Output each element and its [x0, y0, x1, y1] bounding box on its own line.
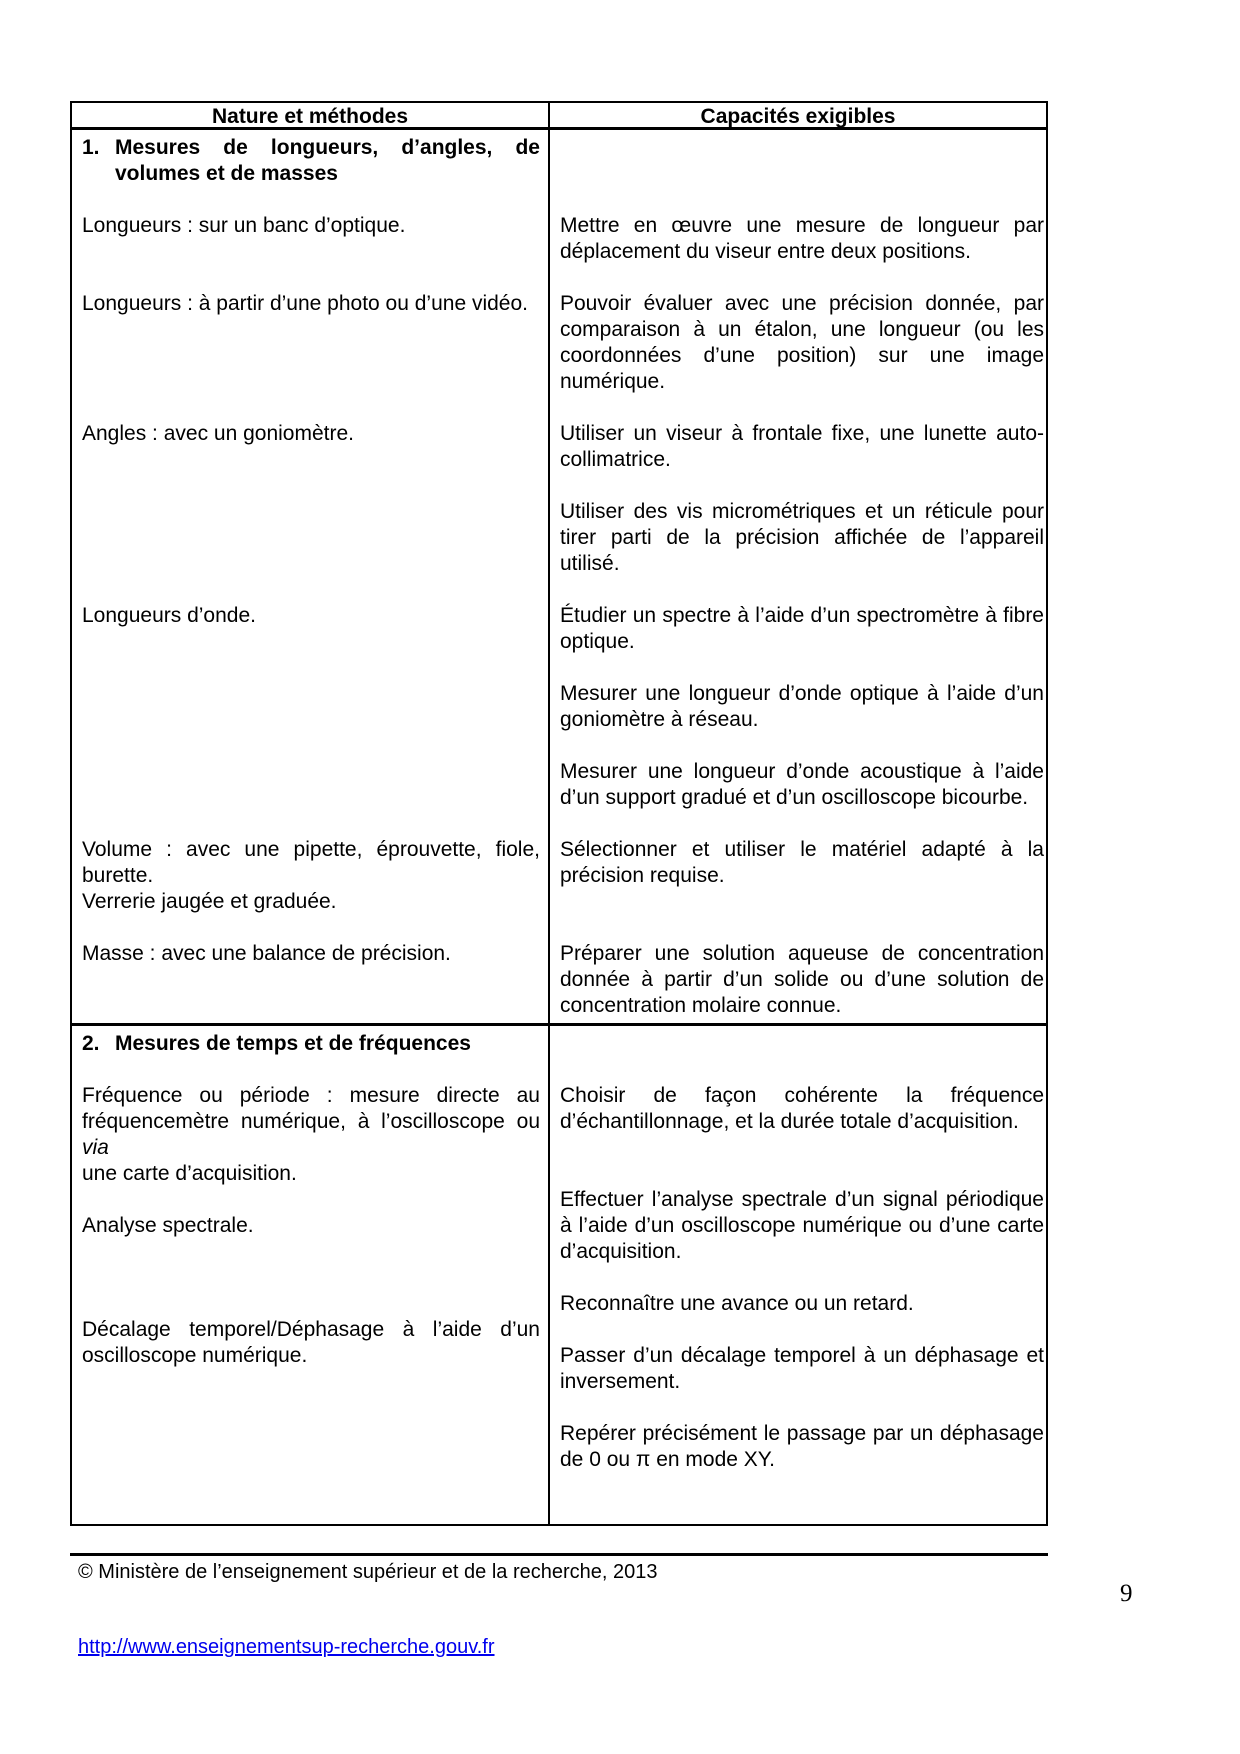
- paragraph-frequence-periode: Fréquence ou période : mesure directe au fréquencemètre numérique, à l’oscilloscope ou via une carte d’acquisition.: [82, 1084, 540, 1185]
- paragraph-pouvoir-evaluer: Pouvoir évaluer avec une précision donnée, par comparaison à un étalon, une longueur (ou les coordonnées d’une position) sur une image numérique.: [560, 292, 1044, 393]
- line-with-italic-via: fréquencemètre numérique, à l’oscilloscope ou via: [82, 1110, 540, 1159]
- paragraph-mettre-en-oeuvre: Mettre en œuvre une mesure de longueur par déplacement du viseur entre deux positions.: [560, 214, 1044, 263]
- table-row-section-1: [72, 130, 1046, 1026]
- section1-right-cell: [550, 130, 1046, 1023]
- paragraph-longueurs-photo-video: Longueurs : à partir d’une photo ou d’une vidéo.: [82, 292, 528, 315]
- paragraph-decalage-temporel: Décalage temporel/Déphasage à l’aide d’un oscilloscope numérique.: [82, 1318, 540, 1367]
- paragraph-choisir-frequence: Choisir de façon cohérente la fréquence d’échantillonnage, et la durée totale d’acquisition.: [560, 1084, 1044, 1133]
- paragraph-effectuer-analyse: Effectuer l’analyse spectrale d’un signal périodique à l’aide d’un oscilloscope numérique ou d’une carte d’acquisition.: [560, 1188, 1044, 1263]
- section1-left-cell: [72, 130, 550, 1023]
- paragraph-volume-verrerie: Volume : avec une pipette, éprouvette, fiole, burette. Verrerie jaugée et graduée.: [82, 838, 540, 913]
- section2-number: 2.: [82, 1032, 100, 1055]
- italic-via: via: [82, 1136, 109, 1159]
- paragraph-etudier-spectre: Étudier un spectre à l’aide d’un spectromètre à fibre optique.: [560, 604, 1044, 653]
- paragraph-mesurer-onde-acoustique: Mesurer une longueur d’onde acoustique à l’aide d’un support gradué et d’un oscilloscope bicourbe.: [560, 760, 1044, 809]
- section1-heading: 1. Mesures de longueurs, d’angles, de volumes et de masses: [82, 136, 540, 185]
- footer-copyright: © Ministère de l’enseignement supérieur et de la recherche, 2013: [78, 1561, 658, 1583]
- column-header-capacites-exigibles: Capacités exigibles: [700, 105, 896, 127]
- footer-link[interactable]: http://www.enseignementsup-recherche.gouv.fr: [78, 1636, 495, 1658]
- paragraph-utiliser-viseur: Utiliser un viseur à frontale fixe, une lunette auto- collimatrice.: [560, 422, 1044, 471]
- paragraph-longueurs-onde: Longueurs d’onde.: [82, 604, 256, 627]
- table-header-cell-capacites: [550, 103, 1046, 127]
- paragraph-longueurs-banc-optique: Longueurs : sur un banc d’optique.: [82, 214, 406, 237]
- table-header-row: [72, 103, 1046, 130]
- paragraph-selectionner-materiel: Sélectionner et utiliser le matériel adapté à la précision requise.: [560, 838, 1044, 887]
- table-row-section-2: [72, 1026, 1046, 1524]
- paragraph-mesurer-onde-optique: Mesurer une longueur d’onde optique à l’aide d’un goniomètre à réseau.: [560, 682, 1044, 731]
- paragraph-passer-decalage: Passer d’un décalage temporel à un déphasage et inversement.: [560, 1344, 1044, 1393]
- section2-left-cell: [72, 1026, 550, 1524]
- paragraph-masse-balance: Masse : avec une balance de précision.: [82, 942, 451, 965]
- footer-divider: [70, 1553, 1048, 1556]
- section1-number: 1.: [82, 136, 100, 159]
- paragraph-reconnaitre-avance: Reconnaître une avance ou un retard.: [560, 1292, 914, 1315]
- page-number: 9: [1120, 1580, 1133, 1607]
- paragraph-utiliser-vis-micrometriques: Utiliser des vis micrométriques et un réticule pour tirer parti de la précision affichée de l’appareil utilisé.: [560, 500, 1044, 575]
- column-header-nature-et-methodes: Nature et méthodes: [211, 105, 409, 127]
- section2-right-cell: [550, 1026, 1046, 1524]
- paragraph-angles-goniometre: Angles : avec un goniomètre.: [82, 422, 354, 445]
- program-table: [70, 101, 1048, 1526]
- paragraph-reperer-passage: Repérer précisément le passage par un déphasage de 0 ou π en mode XY.: [560, 1422, 1044, 1471]
- section2-heading: 2. Mesures de temps et de fréquences: [82, 1032, 471, 1055]
- table-header-cell-nature: [72, 103, 550, 127]
- paragraph-analyse-spectrale: Analyse spectrale.: [82, 1214, 254, 1237]
- paragraph-preparer-solution: Préparer une solution aqueuse de concentration donnée à partir d’un solide ou d’une solution de concentration molaire connue.: [560, 942, 1044, 1017]
